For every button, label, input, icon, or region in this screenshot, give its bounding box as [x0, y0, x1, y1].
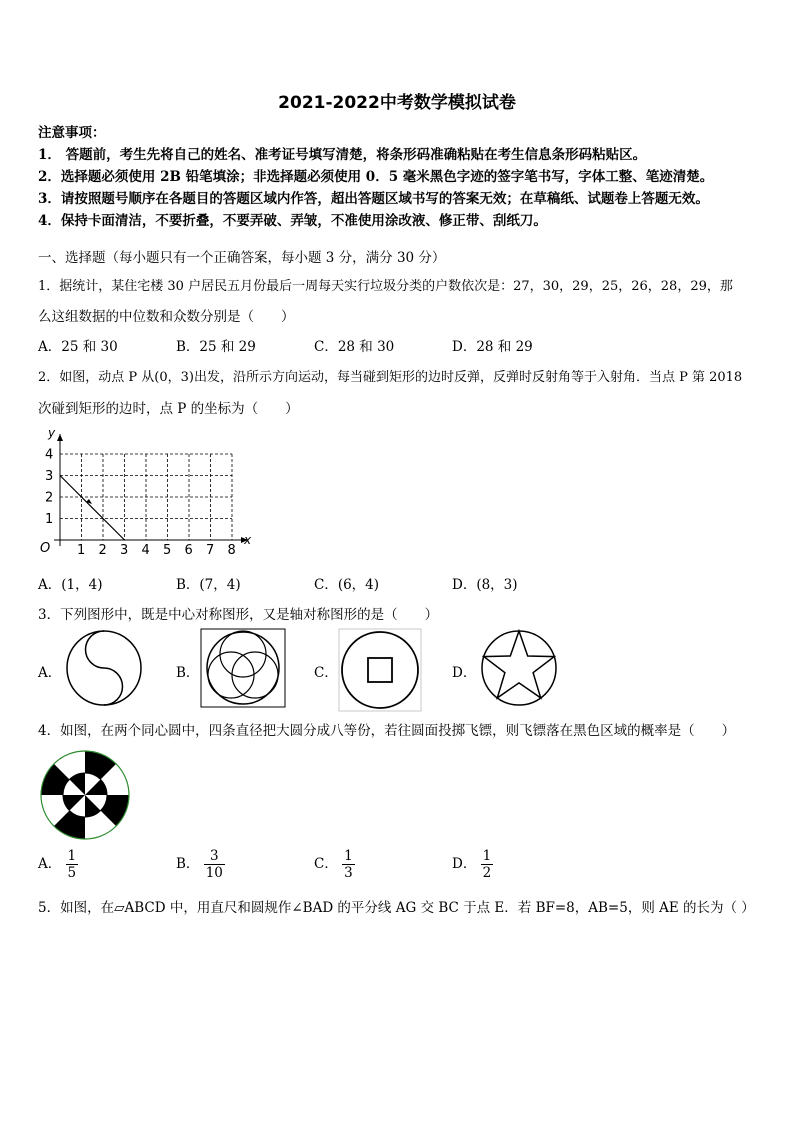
q2-option-a[interactable]: A．(1，4): [38, 577, 103, 593]
x-tick-7: 7: [206, 543, 215, 558]
x-tick-2: 2: [98, 543, 107, 558]
coin-square-icon: [338, 628, 422, 712]
q3-option-d[interactable]: D．: [452, 665, 477, 681]
y-axis-label: y: [48, 426, 56, 440]
notice-item-1: 1． 答题前，考生先将自己的姓名、准考证号填写清楚，将条形码准确粘贴在考生信息条形码粘贴区。: [38, 147, 647, 163]
notice-heading: 注意事项：: [38, 125, 106, 141]
y-tick-4: 4: [45, 447, 54, 463]
q4-option-d[interactable]: [452, 848, 493, 881]
q5-stem: 5．如图，在▱ABCD 中，用直尺和圆规作∠BAD 的平分线 AG 交 BC 于点 E．若 BF=8，AB=5，则 AE 的长为（ ）: [38, 900, 755, 916]
q4-option-c[interactable]: [314, 848, 355, 881]
yin-yang-icon: [64, 628, 144, 708]
q2-stem-line1: 2．如图，动点 P 从(0，3)出发，沿所示方向运动，每当碰到矩形的边时反弹，反弹时反射角等于入射角．当点 P 第 2018: [38, 370, 743, 385]
direction-arrow: [86, 499, 92, 504]
page-title: 2021-2022中考数学模拟试卷: [278, 93, 516, 113]
q4-option-c-fraction: [342, 848, 355, 881]
q4-option-a-numerator: 1: [67, 848, 77, 864]
x-tick-3: 3: [120, 543, 129, 558]
q1-option-d[interactable]: D．28 和 29: [452, 339, 533, 355]
y-tick-2: 2: [45, 490, 54, 506]
q3-option-c[interactable]: C．: [314, 665, 338, 681]
q1-stem-line2: 么这组数据的中位数和众数分别是（ ）: [38, 309, 295, 325]
q4-option-c-denominator: 3: [344, 865, 353, 881]
q2-option-b[interactable]: B．(7，4): [176, 577, 241, 593]
q1-option-c[interactable]: C．28 和 30: [314, 339, 395, 355]
q4-option-b-letter: B．: [176, 856, 200, 872]
q2-stem-line2: 次碰到矩形的边时，点 P 的坐标为（ ）: [38, 401, 299, 417]
q4-option-d-fraction: [481, 848, 494, 881]
q4-stem: 4．如图，在两个同心圆中，四条直径把大圆分成八等份，若往圆面投掷飞镖，则飞镖落在黑色区域的概率是（ ）: [38, 723, 736, 739]
x-tick-5: 5: [163, 543, 172, 558]
q2-coordinate-graph: [34, 424, 259, 559]
q2-option-c[interactable]: C．(6，4): [314, 577, 380, 593]
x-tick-1: 1: [77, 543, 86, 558]
q4-option-b[interactable]: [176, 848, 225, 881]
q4-option-d-denominator: 2: [482, 865, 492, 881]
q4-option-c-numerator: 1: [344, 848, 353, 864]
q2-option-d[interactable]: D．(8，3): [452, 577, 518, 593]
q4-option-b-denominator: 10: [205, 865, 223, 881]
q4-option-d-letter: D．: [452, 856, 477, 872]
path-line: [60, 476, 125, 541]
q4-option-a[interactable]: [38, 848, 78, 881]
section-heading: 一、选择题（每小题只有一个正确答案，每小题 3 分，满分 30 分）: [38, 250, 446, 266]
concentric-circles-figure: [38, 748, 132, 842]
q3-stem: 3．下列图形中，既是中心对称图形，又是轴对称图形的是（ ）: [38, 607, 439, 623]
q4-option-a-denominator: 5: [67, 865, 77, 881]
q4-option-b-numerator: 3: [204, 848, 225, 865]
q3-option-b[interactable]: B．: [176, 665, 200, 681]
graph-grid: [60, 454, 232, 540]
q1-stem-line1: 1．据统计，某住宅楼 30 户居民五月份最后一周每天实行垃圾分类的户数依次是：27，30，29，25，26，28，29，那: [38, 279, 733, 294]
x-axis-label: x: [244, 533, 252, 547]
three-circles-icon: [200, 628, 286, 708]
y-tick-1: 1: [45, 512, 54, 527]
q4-option-a-fraction: [66, 848, 79, 881]
q4-option-a-letter: A．: [38, 856, 62, 872]
notice-item-3: 3．请按照题号顺序在各题目的答题区域内作答，超出答题区域书写的答案无效；在草稿纸、试题卷上答题无效。: [38, 191, 709, 207]
x-tick-4: 4: [141, 543, 150, 558]
origin-label: O: [40, 541, 51, 556]
notice-item-2: 2．选择题必须使用 2B 铅笔填涂；非选择题必须使用 0．5 毫米黑色字迹的签字笔书写，字体工整、笔迹清楚。: [38, 169, 714, 185]
y-tick-3: 3: [45, 469, 54, 484]
q4-option-d-numerator: 1: [482, 848, 492, 864]
q1-option-a[interactable]: A．25 和 30: [38, 339, 118, 355]
notice-item-4: 4．保持卡面清洁，不要折叠，不要弄破、弄皱，不准使用涂改液、修正带、刮纸刀。: [38, 213, 547, 229]
q4-option-c-letter: C．: [314, 856, 338, 872]
q1-option-b[interactable]: B．25 和 29: [176, 339, 256, 355]
star-circle-icon: [479, 628, 559, 708]
x-tick-6: 6: [184, 543, 193, 558]
q3-option-a[interactable]: A．: [38, 665, 62, 681]
x-tick-8: 8: [227, 543, 236, 558]
q4-option-b-fraction: [204, 848, 225, 881]
